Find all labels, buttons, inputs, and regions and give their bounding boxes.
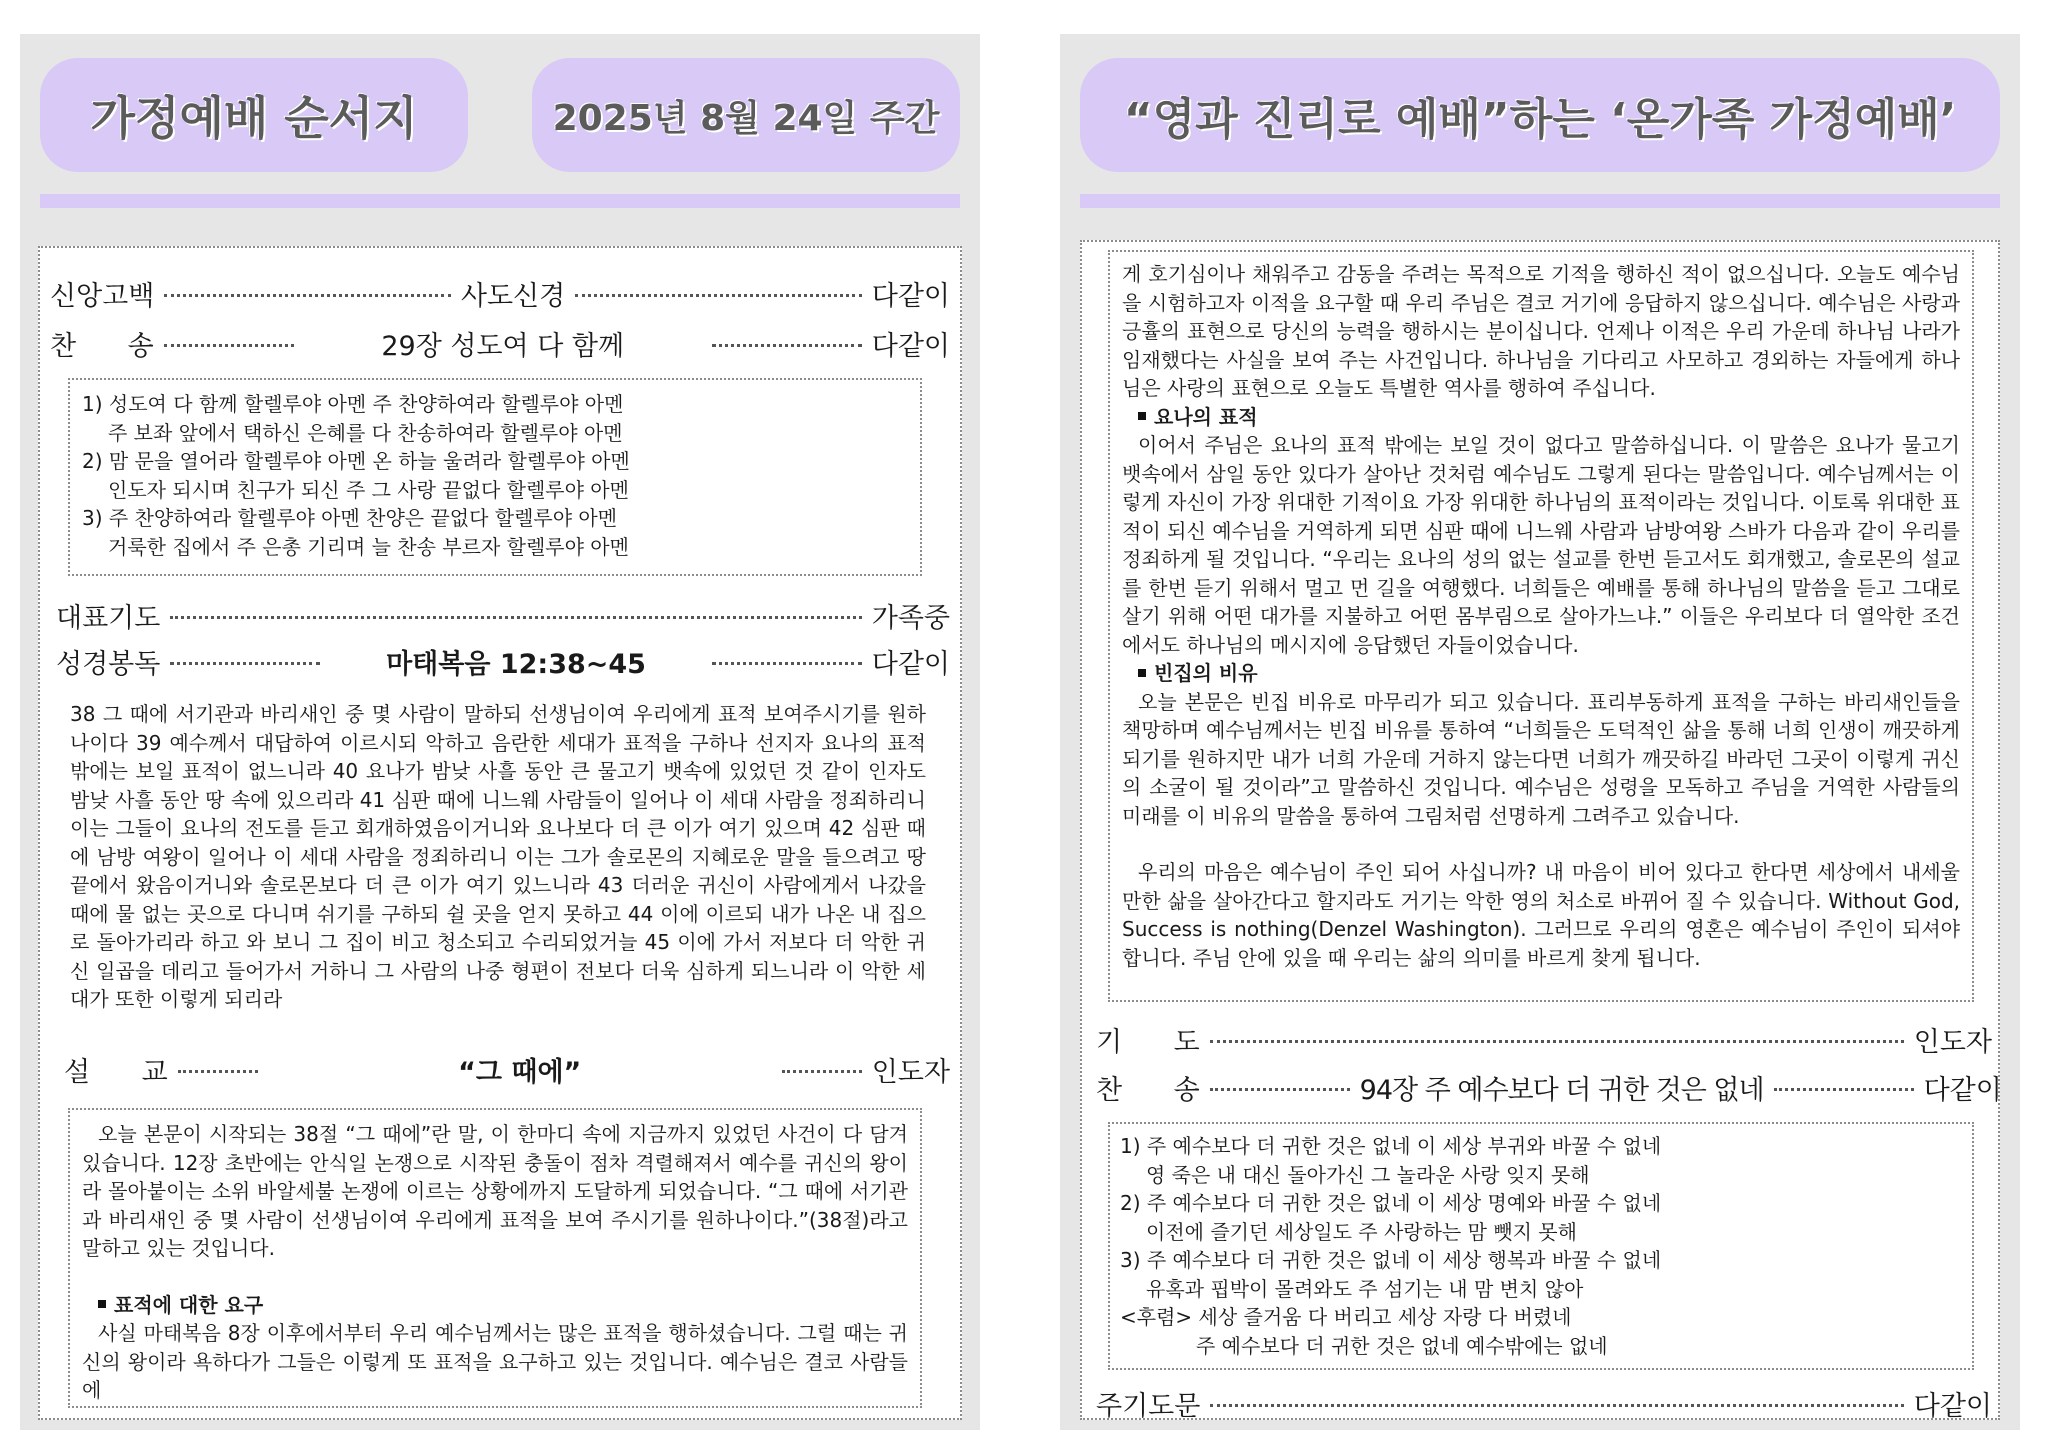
lyric-line: 이전에 즐기던 세상일도 주 사랑하는 맘 뺏지 못해 [1146,1219,1577,1244]
subheading-text: 요나의 표적 [1154,404,1258,429]
leader-dots [178,1070,258,1073]
lyric-line: 3) 주 찬양하여라 할렐루야 아멘 찬양은 끝없다 할렐루야 아멘 [82,506,618,530]
leader-dots [575,294,862,297]
leader-dots [1210,1088,1350,1091]
sermon-paragraph: 오늘 본문은 빈집 비유로 마무리가 되고 있습니다. 표리부동하게 표적을 구하는 바리새인들을 책망하며 예수님께서는 빈집 비유를 통하여 “너희들은 도덕적인 삶을 통해 너희 인생이 깨끗하게 되기를 원하지만 내가 너희 가운데 거하지 않는다면 너희가 깨끗하길 바라던 그곳이 이렇게 귀신의 소굴이 될 것이라”고 말씀하신 것입니다. 예수님은 성령을 모독하고 주님을 거역한 사람들의 미래를 이 비유의 말씀을 통하여 그림처럼 선명하게 그려주고 있습니다. [1122,689,1960,828]
sermon-box [68,1108,922,1408]
paragraph-gap [82,1263,908,1291]
leader-dots [170,662,320,665]
row-assignee: 가족중 [871,603,950,634]
leader-dots [1210,1404,1903,1407]
square-bullet-icon [1138,412,1146,420]
leader-dots [164,294,451,297]
hymn-row [50,324,950,363]
divider-bar [1080,194,2000,208]
lords-prayer-row [1096,1384,1992,1423]
hymn-lyrics-box [68,378,922,576]
row-label: 주기도문 [1096,1391,1201,1422]
lyric-line: 3) 주 예수보다 더 귀한 것은 없네 이 세상 행복과 바꿀 수 없네 [1120,1248,1662,1272]
sermon-paragraph: 사실 마태복음 8장 이후에서부터 우리 예수님께서는 많은 표적을 행하셨습니다. 그럴 때는 귀신의 왕이라 욕하다가 그들은 이렇게 또 표적을 요구하고 있는 것입니다. 예수님은 결코 사람들에 [82,1321,908,1402]
row-assignee: 다같이 [1923,1075,2002,1106]
row-assignee: 인도자 [1913,1027,1992,1058]
lyric-line: 거룩한 집에서 주 은총 기리며 늘 찬송 부르자 할렐루야 아멘 [108,534,629,559]
lyric-line: 주 예수보다 더 귀한 것은 없네 예수밖에는 없네 [1196,1333,1608,1358]
lyric-line: 유혹과 핍박이 몰려와도 주 섬기는 내 맘 변치 않아 [1146,1276,1584,1301]
week-date: 2025년 8월 24일 주간 [552,97,940,139]
row-label: 성경봉독 [56,649,161,680]
paragraph-gap [1122,830,1960,858]
left-page [20,34,980,1430]
sermon-subheading [1122,403,1960,432]
row-label: 신앙고백 [50,281,155,312]
square-bullet-icon [1138,669,1146,677]
sermon-subheading [82,1291,908,1320]
hymn-row [1096,1068,2002,1107]
prayer-row [1096,1020,1992,1059]
row-label: 찬 송 [50,331,154,362]
sermon-subheading [1122,659,1960,688]
row-item: 94장 주 예수보다 더 귀한 것은 없네 [1359,1075,1764,1106]
leader-dots [1774,1088,1914,1091]
lyric-line: 1) 성도여 다 함께 할렐루야 아멘 주 찬양하여라 할렐루야 아멘 [82,392,624,416]
leader-dots [712,662,862,665]
row-item: 29장 성도여 다 함께 [381,331,625,362]
row-assignee: 다같이 [871,649,950,680]
right-page [1060,34,2020,1430]
row-item: 사도신경 [460,281,566,312]
hymn-lyrics-box [1108,1122,1974,1370]
subheading-text: 표적에 대한 요구 [114,1292,264,1317]
lyric-line: 1) 주 예수보다 더 귀한 것은 없네 이 세상 부귀와 바꿀 수 없네 [1120,1134,1662,1158]
row-label: 대표기도 [56,603,161,634]
divider-bar [40,194,960,208]
lyric-line: 영 죽은 내 대신 돌아가신 그 놀라운 사랑 잊지 못해 [1146,1162,1590,1187]
title-badge [1080,58,2000,172]
leader-dots [170,616,861,619]
lyric-line: 2) 맘 문을 열어라 할렐루야 아멘 온 하늘 울려라 할렐루야 아멘 [82,449,630,473]
lyric-line: 인도자 되시며 친구가 되신 주 그 사랑 끝없다 할렐루야 아멘 [108,477,629,502]
leader-dots [782,1070,862,1073]
page-title: 가정예배 순서지 [90,91,418,145]
sermon-paragraph: 게 호기심이나 채워주고 감동을 주려는 목적으로 기적을 행하신 적이 없으십니다. 오늘도 예수님을 시험하고자 이적을 요구할 때 우리 주님은 결코 거기에 응답하지 않으십니다. 예수님은 사랑과 긍휼의 표현으로 당신의 능력을 행하시는 분이십니다. 언제나 이적은 우리 가운데 하나님 나라가 임재했다는 사실을 보여 주는 사건입니다. 하나님을 기다리고 사모하고 경외하는 자들에게 하나님은 사랑의 표현으로 오늘도 특별한 역사를 행하여 주십니다. [1122,262,1960,400]
row-label: 기 도 [1096,1027,1200,1058]
scripture-reference: 마태복음 12:38~45 [386,649,646,680]
prayer-row [56,596,950,635]
sermon-title: “그 때에” [458,1057,582,1088]
sermon-row [64,1050,950,1089]
reading-row [56,642,950,681]
leader-dots [712,344,862,347]
sermon-continued-box [1108,250,1974,1002]
scripture-text: 38 그 때에 서기관과 바리새인 중 몇 사람이 말하되 선생님이여 우리에게 표적 보여주시기를 원하나이다 39 예수께서 대답하여 이르시되 악하고 음란한 세대가 표적을 구하나 선지자 요나의 표적 밖에는 보일 표적이 없느니라 40 요나가 밤낮 사흘 동안 큰 물고기 뱃속에 있었던 것 같이 인자도 밤낮 사흘 동안 땅 속에 있으리라 41 심판 때에 니느웨 사람들이 일어나 이 세대 사람을 정죄하리니 이는 그들이 요나의 전도를 듣고 회개하였음이거니와 요나보다 더 큰 이가 여기 있으며 42 심판 때에 남방 여왕이 일어나 이 세대 사람을 정죄하리니 이는 그가 솔로몬의 지혜로운 말을 들으려고 땅 끝에서 왔음이거니와 솔로몬보다 더 큰 이가 여기 있느니라 43 더러운 귀신이 사람에게서 나갔을 때에 물 없는 곳으로 다니며 쉬기를 구하되 쉴 곳을 얻지 못하고 44 이에 이르되 내가 나온 내 집으로 돌아가리라 하고 와 보니 그 집이 비고 청소되고 수리되었거늘 45 이에 가서 저보다 더 악한 귀신 일곱을 데리고 들어가서 거하니 그 사람의 나중 형편이 전보다 더욱 심하게 되느니라 이 악한 세대가 또한 이렇게 되리라 [70,702,926,1011]
lyric-line: 주 보좌 앞에서 택하신 은혜를 다 찬송하여라 할렐루야 아멘 [108,420,623,445]
order-sheet [38,246,962,1420]
order-sheet [1080,240,2000,1420]
subheading-text: 빈집의 비유 [1154,661,1258,685]
row-label: 찬 송 [1096,1075,1200,1106]
sermon-paragraph: 이어서 주님은 요나의 표적 밖에는 보일 것이 없다고 말씀하십니다. 이 말씀은 요나가 물고기 뱃속에서 삼일 동안 있다가 살아난 것처럼 예수님도 그렇게 된다는 말씀입니다. 예수님께서는 이렇게 자신이 가장 위대한 기적이요 가장 위대한 하나님의 표적이라는 것입니다. 이토록 위대한 표적이 되신 예수님을 거역하게 되면 심판 때에 니느웨 사람과 남방여왕 스바가 다음과 같이 우리를 정죄하게 될 것입니다. “우리는 요나의 성의 없는 설교를 한번 듣고서도 회개했고, 솔로몬의 설교를 한번 듣기 위해서 멀고 먼 길을 여행했다. 너희들은 예배를 통해 하나님의 말씀을 듣고 그대로 살기 위해 어떤 대가를 지불하고 어떤 몸부림으로 살아가느냐.” 이들은 우리보다 더 열악한 조건에서도 하나님의 메시지에 응답했던 자들이었습니다. [1122,433,1960,657]
lyric-line: <후렴> 세상 즐거움 다 버리고 세상 자랑 다 버렸네 [1120,1305,1572,1329]
row-assignee: 다같이 [871,281,950,312]
page-title: “영과 진리로 예배”하는 ‘온가족 가정예배’ [1123,94,1957,145]
creed-row [50,274,950,313]
row-assignee: 다같이 [1913,1391,1992,1422]
lyric-line: 2) 주 예수보다 더 귀한 것은 없네 이 세상 명예와 바꿀 수 없네 [1120,1191,1662,1215]
sermon-paragraph: 오늘 본문이 시작되는 38절 “그 때에”란 말, 이 한마디 속에 지금까지 있었던 사건이 다 담겨 있습니다. 12장 초반에는 안식일 논쟁으로 시작된 충돌이 점차 격렬해져서 예수를 귀신의 왕이라 몰아붙이는 소위 바알세불 논쟁에 이르는 상황에까지 도달하게 되었습니다. “그 때에 서기관과 바리새인 중 몇 사람이 선생님이여 우리에게 표적을 보여 주시기를 원하나이다.”(38절)라고 말하고 있는 것입니다. [82,1122,908,1260]
leader-dots [1210,1040,1904,1043]
row-assignee: 다같이 [871,331,950,362]
square-bullet-icon [98,1300,106,1308]
title-badge [40,58,468,172]
date-badge [532,58,960,172]
sermon-paragraph: 우리의 마음은 예수님이 주인 되어 사십니까? 내 마음이 비어 있다고 한다면 세상에서 내세울 만한 삶을 살아간다고 할지라도 거기는 악한 영의 처소로 바뀌어 질 수 있습니다. Without God, Success is nothing(Denzel Washington). 그러므로 우리의 영혼은 예수님이 주인이 되셔야 합니다. 주님 안에 있을 때 우리는 삶의 의미를 바르게 찾게 됩니다. [1122,860,1960,970]
leader-dots [164,344,294,347]
row-label: 설 교 [64,1057,168,1088]
row-assignee: 인도자 [871,1057,950,1088]
